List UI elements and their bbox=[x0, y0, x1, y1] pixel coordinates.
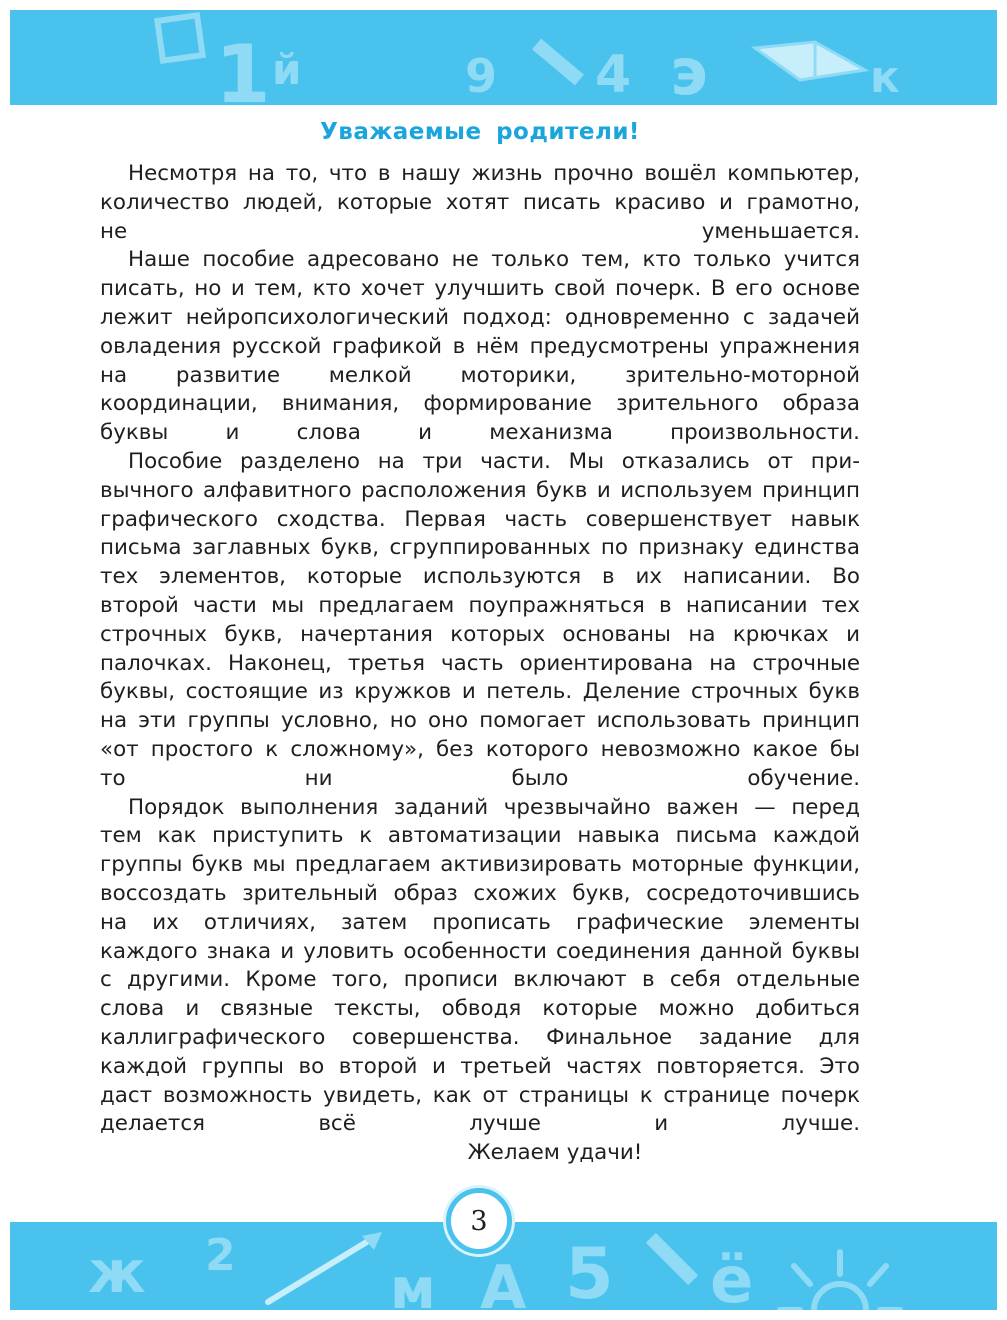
page-number-badge bbox=[446, 1188, 512, 1254]
sun-icon bbox=[780, 1252, 900, 1310]
footer-glyph-2: 2 bbox=[205, 1230, 236, 1281]
header-glyph-1: 1 bbox=[215, 28, 271, 105]
header-glyph-3: 9 bbox=[465, 49, 498, 103]
paragraph-3: Пособие разделено на три части. Мы отказались от привычного алфавитного расположения букв и используем принцип графического сходства. Первая часть совершенствует навык письма заглавных букв, сгруппированных по признаку единства тех элементов, которые используются в их написании. Во второй части мы предлагаем поупражняться в написании тех строчных букв, начертания которых основаны на крючках и палочках. Наконец, третья часть ориентирована на строчные буквы, состоящие из кружков и петель. Деление строчных букв на эти группы условно, но оно помогает использовать принцип «от простого к сложному», без которого невозможно какое бы то ни было обучение. bbox=[100, 448, 860, 791]
footer-glyph-6: ё bbox=[710, 1244, 754, 1310]
closing-line: Желаем удачи! bbox=[467, 1140, 643, 1166]
footer-glyph-3: м bbox=[390, 1257, 436, 1310]
header-decor bbox=[10, 10, 997, 105]
footer-glyph-1: ж bbox=[88, 1238, 146, 1306]
paragraph-2: Наше пособие адресовано не только тем, кто только учится писать, но и тем, кто хочет улучшить свой почерк. В его основе лежит нейропсихологический подход: одновременно с задачей овладения русской графикой в нём предусмотрены упражнения на развитие мелкой моторики, зрительно-моторной координации, внимания, формирование зрительного образа буквы и слова и механизма произвольности. bbox=[100, 247, 860, 446]
header-glyph-2: й bbox=[272, 45, 302, 94]
footer-glyph-5: 5 bbox=[565, 1233, 614, 1310]
square-icon bbox=[157, 15, 202, 60]
open-book-icon bbox=[755, 42, 865, 80]
header-glyph-5: э bbox=[670, 36, 708, 105]
page-number: 3 bbox=[470, 1205, 488, 1237]
pencil-icon bbox=[646, 1233, 698, 1285]
footer-glyph-4: А bbox=[480, 1253, 527, 1310]
page-title: Уважаемые родители! bbox=[320, 119, 640, 145]
letter-body bbox=[100, 117, 860, 1168]
pencil-icon bbox=[532, 39, 584, 86]
header-glyph-6: к bbox=[870, 52, 900, 103]
paragraph-1: Несмотря на то, что в нашу жизнь прочно вошёл компьютер, количество людей, которые хотят писать красиво и грамотно, не уменьшается. bbox=[100, 161, 860, 244]
header-banner bbox=[10, 10, 997, 105]
brush-icon bbox=[268, 1232, 382, 1302]
paragraph-4: Порядок выполнения заданий чрезвычайно важен — перед тем как приступить к автоматизации навыка письма каждой группы букв мы предлагаем активизировать моторные функции, воссоздать зрительный образ схожих букв, сосредоточившись на их отличиях, затем прописать графические элементы каждого знака и уловить особенности соединения данной буквы с другими. Кроме того, прописи включают в себя отдельные слова и связные тексты, обводя которые можно добиться каллиграфического совершенства. Финальное задание для каждой группы во второй и третьей частях повторяется. Это даст возможность увидеть, как от страницы к странице почерк делается всё лучше и лучше. bbox=[100, 794, 860, 1137]
header-glyph-4: 4 bbox=[595, 45, 632, 105]
